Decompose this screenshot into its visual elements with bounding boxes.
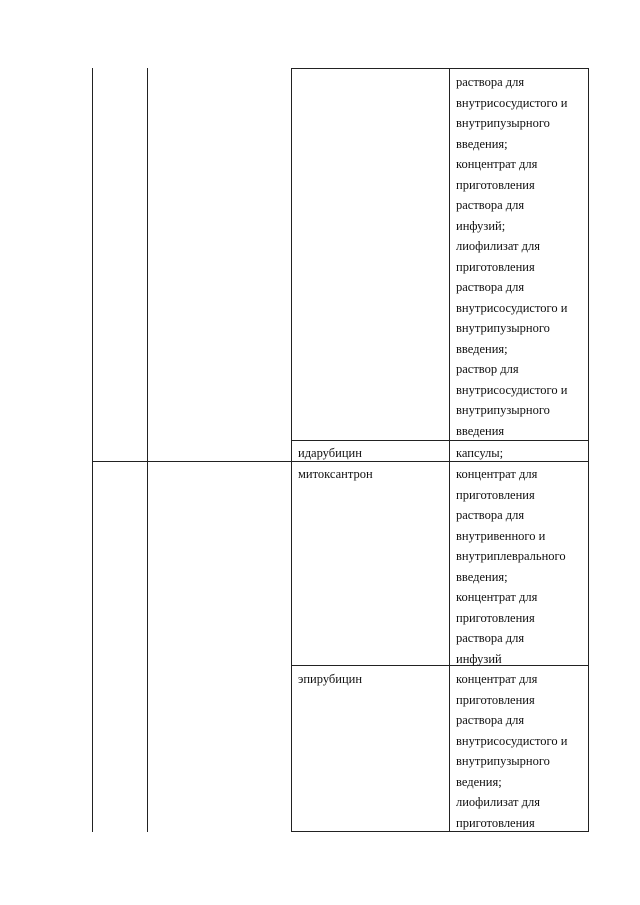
drug-name-cell: эпирубицин — [298, 672, 363, 686]
dosage-form-cell: концентрат для приготовления раствора для внутрисосудистого и внутрипузырного ведения; лиофилизат для приготовления — [456, 672, 568, 830]
dosage-form-cell: раствора для внутрисосудистого и внутрипузырного введения; концентрат для приготовления раствора для инфузий; лиофилизат для приготовления раствора для внутрисосудистого и внутрипузырного введения; раствор для внутрисосудистого и внутрипузырного введения — [456, 75, 568, 438]
col-border-2 — [147, 68, 148, 832]
col-border-1 — [92, 68, 93, 832]
col-border-3 — [291, 68, 292, 832]
col-border-4 — [449, 68, 450, 832]
dosage-form-cell: капсулы; — [456, 446, 504, 460]
drug-name-cell: митоксантрон — [298, 467, 373, 481]
col-border-5 — [588, 68, 589, 832]
row-border-top — [291, 68, 589, 69]
drug-name-cell: идарубицин — [298, 446, 362, 460]
dosage-form-cell: концентрат для приготовления раствора для внутривенного и внутриплеврального введения; концентрат для приготовления раствора для инфузий — [456, 467, 566, 666]
